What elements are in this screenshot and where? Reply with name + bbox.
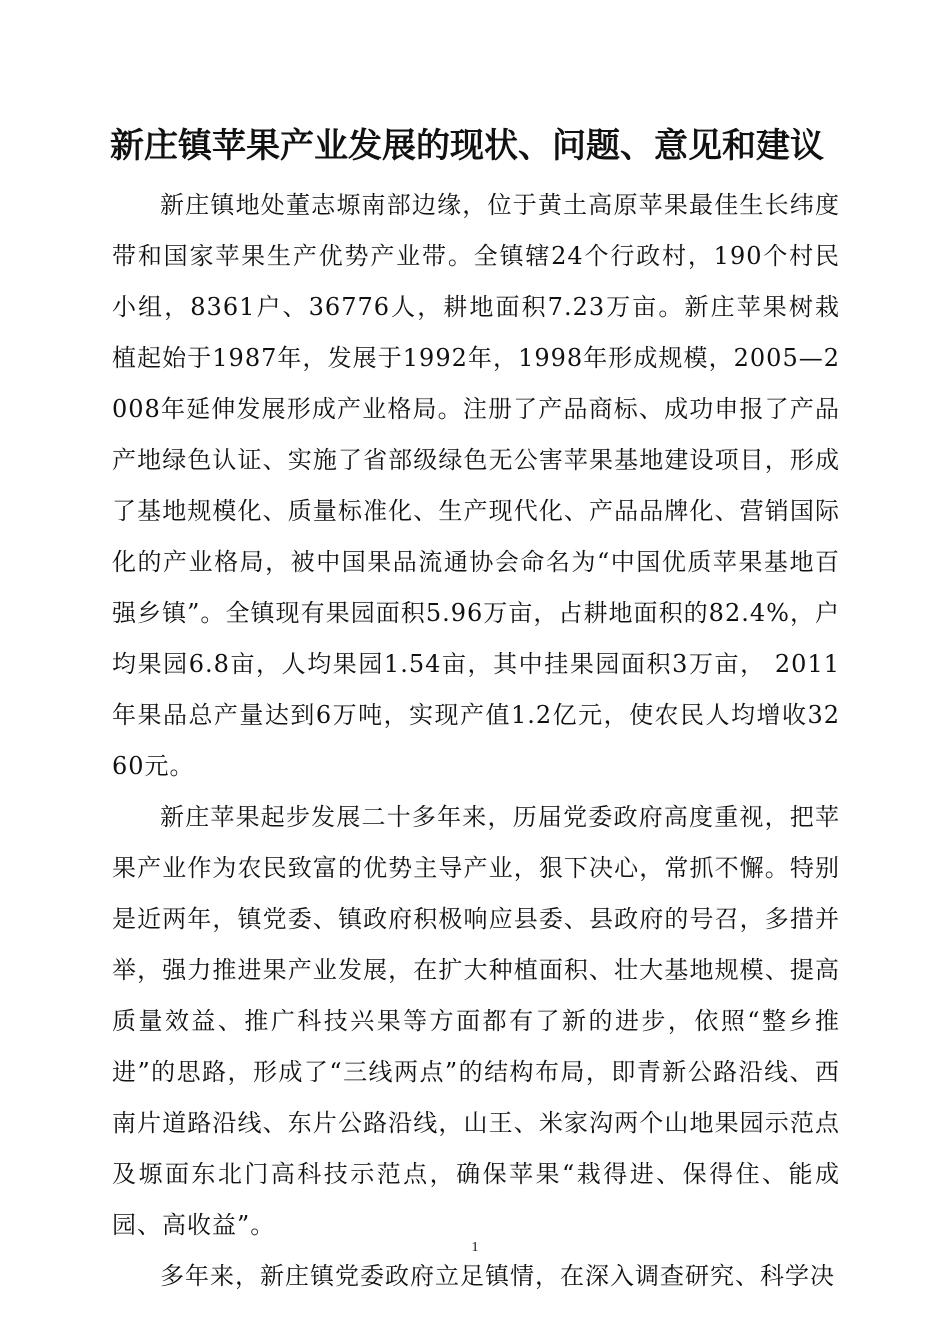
document-title: 新庄镇苹果产业发展的现状、问题、意见和建议 [110, 126, 824, 166]
paragraph-1: 新庄镇地处董志塬南部边缘，位于黄土高原苹果最佳生长纬度带和国家苹果生产优势产业带。全镇辖24个行政村，190个村民小组，8361户、36776人，耕地面积7.23万亩。新庄苹果树栽植起始于1987年，发展于1992年，1998年形成规模，2005—2008年延伸发展形成产业格局。注册了产品商标、成功申报了产品产地绿色认证、实施了省部级绿色无公害苹果基地建设项目，形成了基地规模化、质量标准化、生产现代化、产品品牌化、营销国际化的产业格局，被中国果品流通协会命名为“中国优质苹果基地百强乡镇”。全镇现有果园面积5.96万亩，占耕地面积的82.4%，户均果园6.8亩，人均果园1.54亩，其中挂果园面积3万亩， 2011年果品总产量达到6万吨，实现产值1.2亿元，使农民人均增收3260元。 [112, 191, 840, 780]
paragraph-3: 多年来，新庄镇党委政府立足镇情，在深入调查研究、科学决 [160, 1262, 835, 1290]
paragraph-2: 新庄苹果起步发展二十多年来，历届党委政府高度重视，把苹果产业作为农民致富的优势主导产业，狠下决心，常抓不懈。特别是近两年，镇党委、镇政府积极响应县委、县政府的号召，多措并举，强力推进果产业发展，在扩大种植面积、壮大基地规模、提高质量效益、推广科技兴果等方面都有了新的进步，依照“整乡推进”的思路，形成了“三线两点”的结构布局，即青新公路沿线、西南片道路沿线、东片公路沿线，山王、米家沟两个山地果园示范点及塬面东北门高科技示范点，确保苹果“栽得进、保得住、能成园、高收益”。 [112, 803, 840, 1239]
document-body [112, 180, 840, 1302]
page-number: 1 [471, 1240, 479, 1255]
